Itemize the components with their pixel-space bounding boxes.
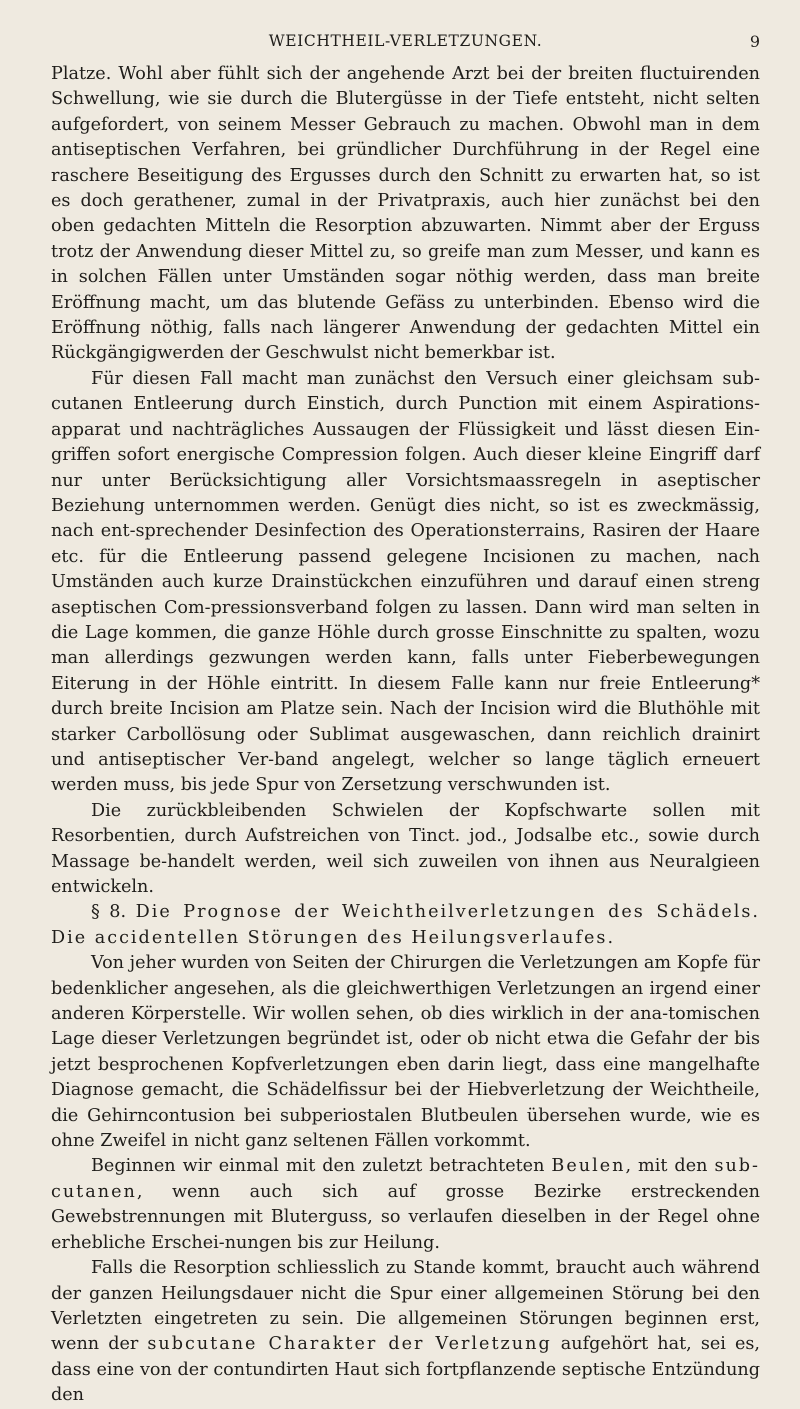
paragraph: Von jeher wurden von Seiten der Chirurgen die Verletzungen am Kopfe für bedenklicher angesehen, als die gleichwerthigen Verletzungen an irgend einer anderen Körperstelle. Wir wollen sehen, ob dies wirklich in der ana-tomischen Lage dieser Verletzungen begründet ist, oder ob nicht etwa die Gefahr der bis jetzt besprochenen Kopfverletzungen eben darin liegt, dass eine mangelhafte Diagnose gemacht, die Schädelfissur bei der Hiebverletzung der Weichtheile, die Gehirncontusion bei subperiostalen Blutbeulen übersehen wurde, wie es ohne Zweifel in nicht ganz seltenen Fällen vorkommt. xyxy=(51,953,760,1152)
page-header xyxy=(51,18,760,62)
text-run: Beginnen wir einmal mit den zuletzt betrachteten xyxy=(91,1156,552,1177)
paragraph: Platze. Wohl aber fühlt sich der angehende Arzt bei der breiten fluctuirenden Schwellung, wie sie durch die Blutergüsse in der Tiefe entsteht, nicht selten aufgefordert, von seinem Messer Gebrauch zu machen. Obwohl man in dem antiseptischen Verfahren, bei gründlicher Durchführung in der Regel eine raschere Beseitigung des Ergusses durch den Schnitt zu erwarten hat, so ist es doch gerathener, zumal in der Privatpraxis, auch hier zunächst bei den oben gedachten Mitteln die Resorption abzuwarten. Nimmt aber der Erguss trotz der Anwendung dieser Mittel zu, so greife man zum Messer, und kann es in solchen Fällen unter Umständen sogar nöthig werden, dass man breite Eröffnung macht, um das blutende Gefäss zu unterbinden. Ebenso wird die Eröffnung nöthig, falls nach längerer Anwendung der gedachten Mittel ein Rückgängigwerden der Geschwulst nicht bemerkbar ist. xyxy=(51,64,760,364)
text-run: Falls die Resorption schliesslich zu Stande kommt, braucht auch während der ganzen Heilungsdauer nicht die Spur einer allgemeinen Störung bei den Verletzten eingetreten zu sein. Die allgemeinen Störungen beginnen erst, wenn der xyxy=(51,1258,760,1355)
text-run: aufgehört hat, sei es, dass eine von der contundirten Haut sich fortpflanzende septische Entzündung den xyxy=(51,1334,760,1406)
paragraph xyxy=(51,1256,760,1408)
paragraph: Für diesen Fall macht man zunächst den Versuch einer gleichsam sub-cutanen Entleerung durch Einstich, durch Punction mit einem Aspirations-apparat und nachträgliches Aussaugen der Flüssigkeit und lässt diesen Ein-griffen sofort energische Compression folgen. Auch dieser kleine Eingriff darf nur unter Berücksichtigung aller Vorsichtsmaassregeln in aseptischer Beziehung unternommen werden. Genügt dies nicht, so ist es zweckmässig, nach ent-sprechender Desinfection des Operationsterrains, Rasiren der Haare etc. für die Entleerung passend gelegene Incisionen zu machen, nach Umständen auch kurze Drainstückchen einzuführen und darauf einen streng aseptischen Com-pressionsverband folgen zu lassen. Dann wird man selten in die Lage kommen, die ganze Höhle durch grosse Einschnitte zu spalten, wozu man allerdings gezwungen werden kann, falls unter Fieberbewegungen Eiterung in der Höhle eintritt. In diesem Falle kann nur freie Entleerung* durch breite Incision am Platze sein. Nach der Incision wird die Bluthöhle mit starker Carbollösung oder Sublimat ausgewaschen, dann reichlich drainirt und antiseptischer Ver-band angelegt, welcher so lange täglich erneuert werden muss, bis jede Spur von Zersetzung verschwunden ist. xyxy=(51,368,760,796)
section-title: Die Prognose der Weichtheilverletzungen des Schädels. Die accidentellen Störungen des Heilungsverlaufes. xyxy=(51,902,760,948)
body-text xyxy=(51,62,760,1409)
paragraph: Die zurückbleibenden Schwielen der Kopfschwarte sollen mit Resorbentien, durch Aufstreichen von Tinct. jod., Jodsalbe etc., sowie durch Massage be-handelt werden, weil sich zuweilen von ihnen aus Neuralgieen entwickeln. xyxy=(51,800,760,897)
emphasis-subcutane-charakter: subcutane Charakter der Verletzung xyxy=(147,1334,552,1355)
emphasis-subcutanen: sub-cutanen xyxy=(51,1156,761,1202)
paragraph xyxy=(51,1154,760,1256)
emphasis-beulen: Beulen xyxy=(551,1156,626,1177)
text-run: , wenn auch sich auf grosse Bezirke erstreckenden Gewebstrennungen mit Bluterguss, so verlaufen dieselben in der Regel ohne erhebliche Erschei-nungen bis zur Heilung. xyxy=(51,1181,760,1253)
running-head: WEICHTHEIL-VERLETZUNGEN. xyxy=(268,32,543,50)
page-number: 9 xyxy=(749,32,760,51)
text-run: , mit den xyxy=(625,1156,715,1177)
section-heading xyxy=(51,900,760,951)
section-number: § 8. xyxy=(91,902,127,923)
